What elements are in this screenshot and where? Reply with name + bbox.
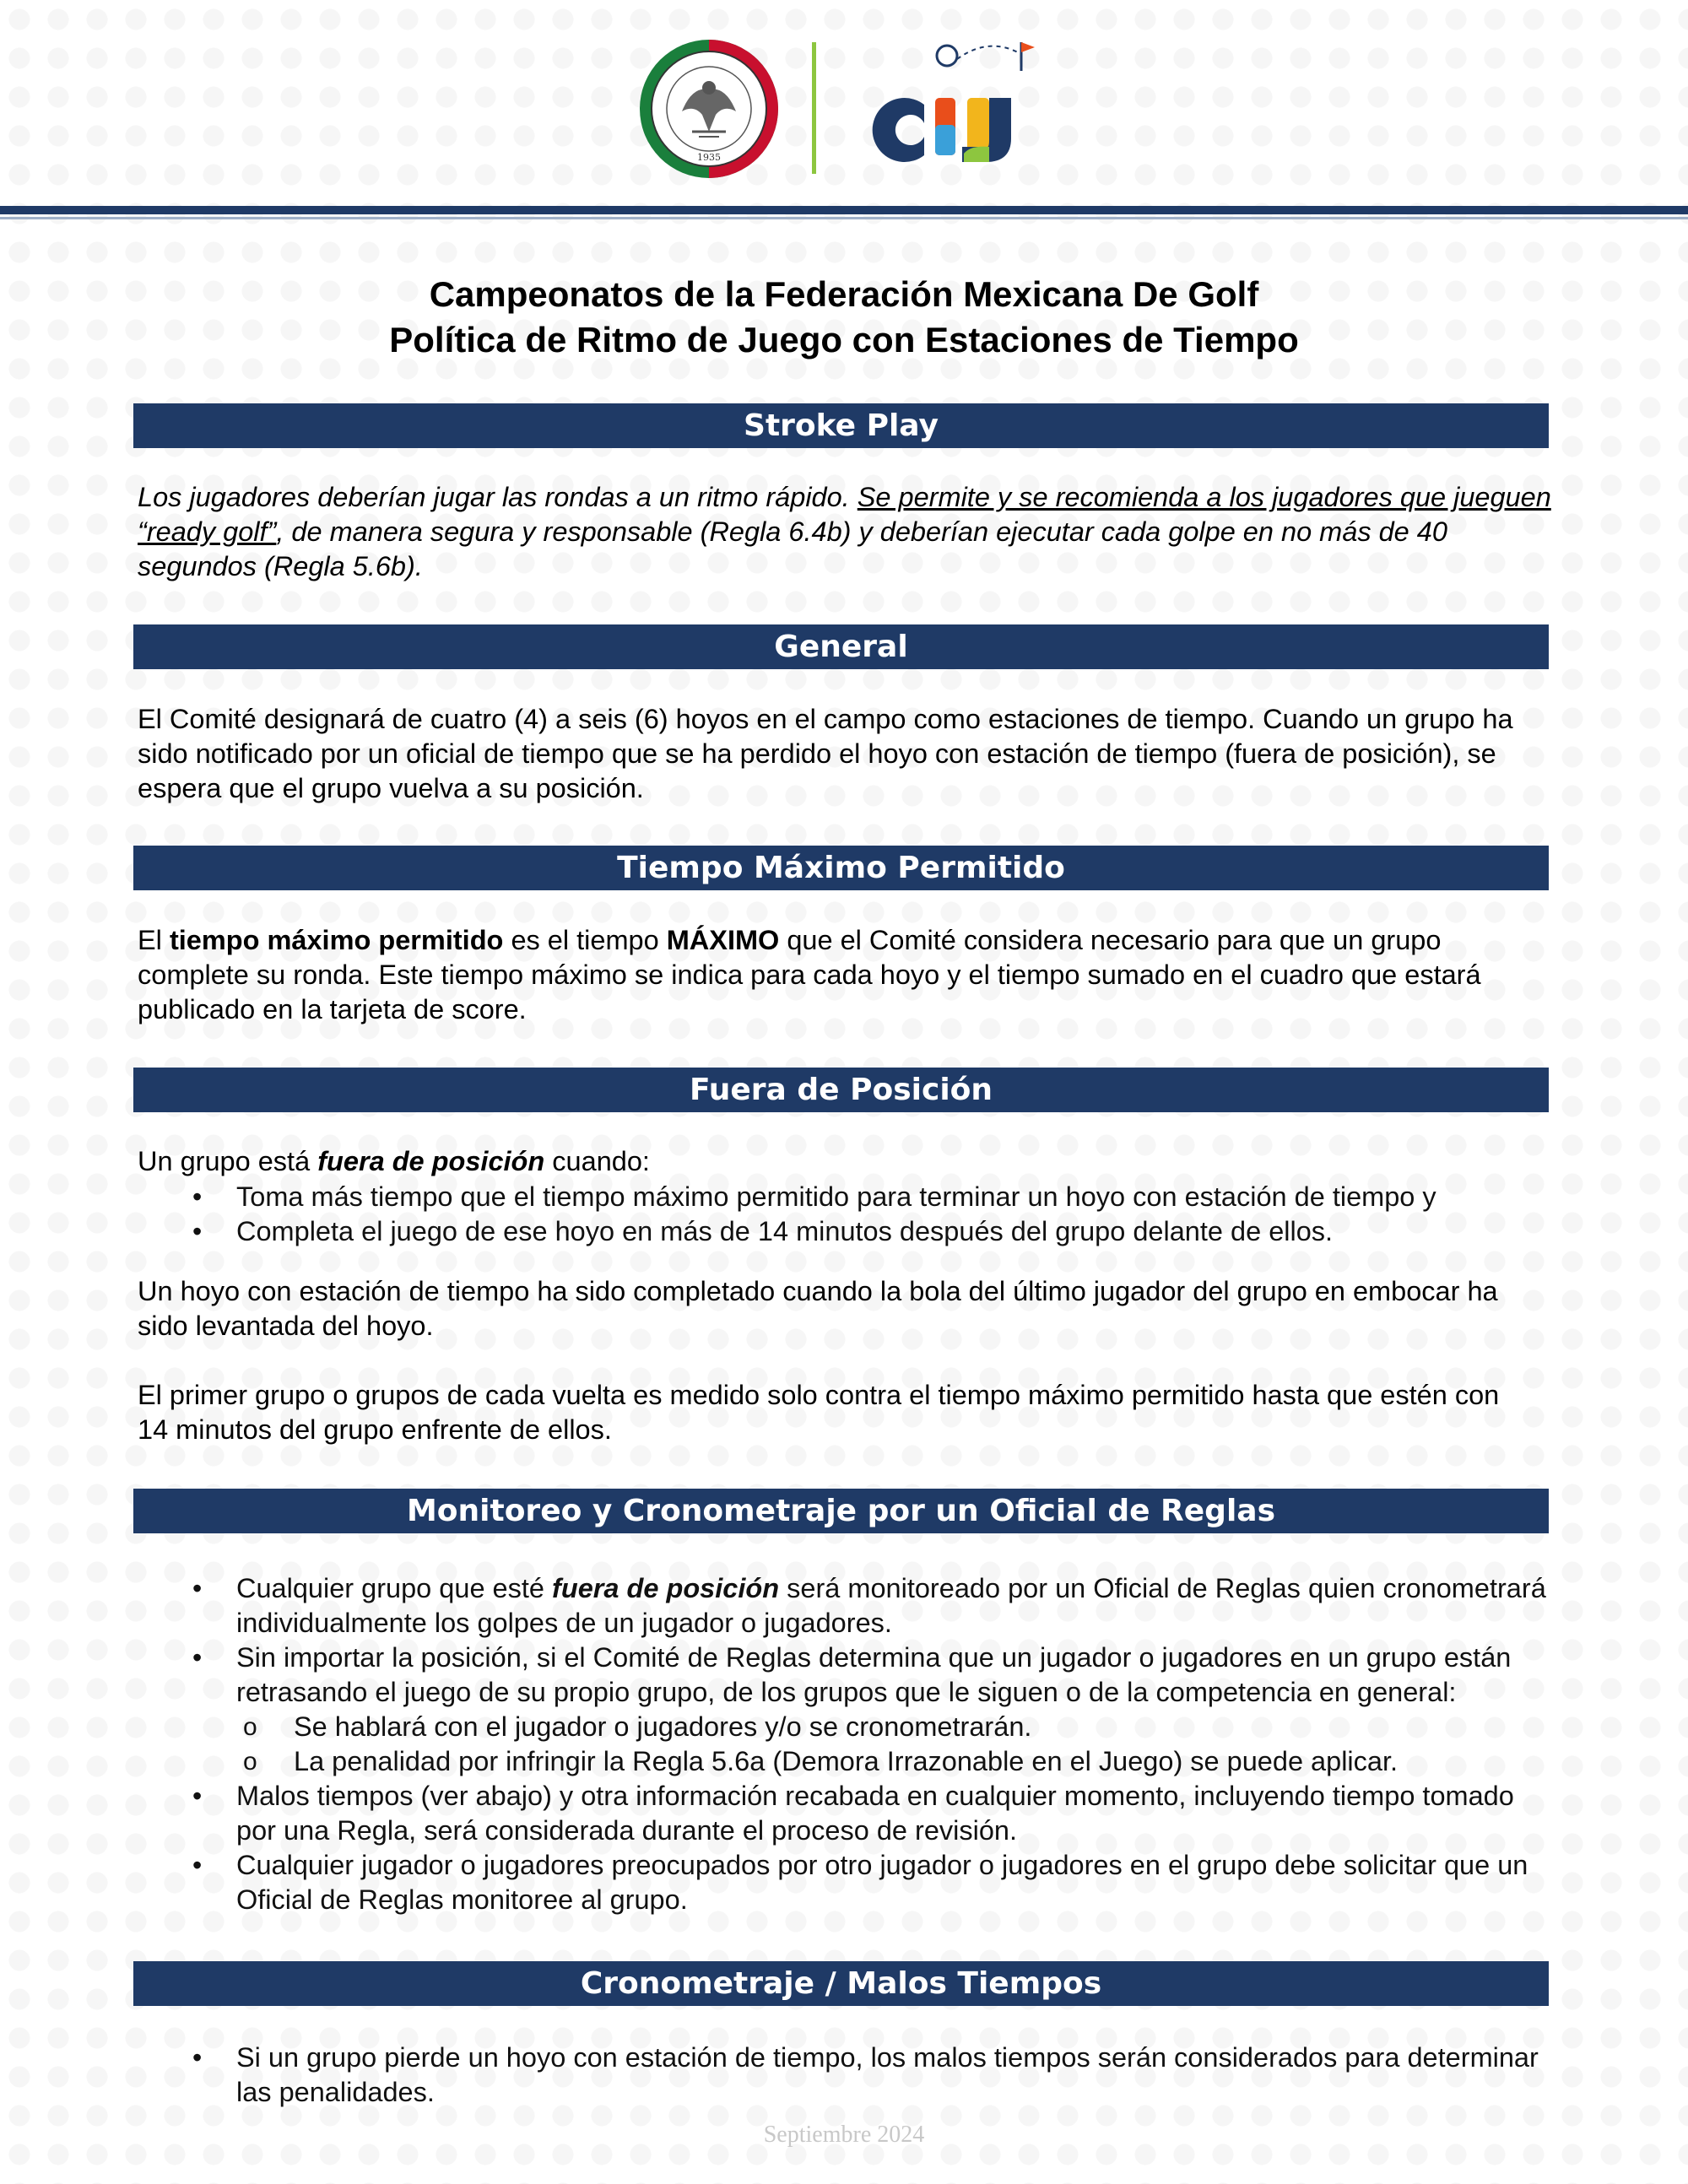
section-heading-fuera-posicion: Fuera de Posición: [133, 1068, 1549, 1112]
fuera-posicion-intro-c: cuando:: [544, 1146, 650, 1176]
list-item: [0, 1641, 1553, 1779]
stroke-play-text-a: Los jugadores deberían jugar las rondas a un ritmo rápido.: [138, 482, 858, 512]
fmg-seal-logo: [633, 37, 785, 181]
monitoreo-list: [0, 1571, 1688, 1917]
list-item: • Cualquier jugador o jugadores preocupados por otro jugador o jugadores en el grupo debe solicitar que un Oficial de Reglas monitoree al grupo.: [0, 1848, 1553, 1917]
monitoreo-b2: Sin importar la posición, si el Comité de Reglas determina que un jugador o jugadores en un grupo están retrasando el juego de su propio grupo, de los grupos que le siguen o de la competencia en general:: [236, 1642, 1512, 1707]
monitoreo-b1-c: será monitoreado por un Oficial de Reglas quien cronometrará individualmente los golpes de un jugador o jugadores.: [236, 1573, 1546, 1638]
tiempo-maximo-text-e: que el Comité considera necesario para que un grupo complete su ronda. Este tiempo máximo se indica para cada hoyo y el tiempo sumado en el cuadro que estará publicado en la tarjeta de score.: [138, 925, 1481, 1024]
section-heading-cronometraje: Cronometraje / Malos Tiempos: [133, 1961, 1549, 2006]
monitoreo-b1-a: Cualquier grupo que esté: [236, 1573, 553, 1603]
tiempo-maximo-text-a: El: [138, 925, 170, 955]
footer-date: Septiembre 2024: [763, 2122, 925, 2148]
fuera-posicion-intro-a: Un grupo está: [138, 1146, 318, 1176]
list-item: • Toma más tiempo que el tiempo máximo permitido para terminar un hoyo con estación de tiempo y: [0, 1180, 1553, 1214]
section-heading-tiempo-maximo: Tiempo Máximo Permitido: [133, 846, 1549, 890]
list-item: • Si un grupo pierde un hoyo con estación de tiempo, los malos tiempos serán considerados para determinar las penalidades.: [0, 2041, 1553, 2110]
header-rule-thin: [0, 217, 1688, 219]
fuera-posicion-paragraph-3: El primer grupo o grupos de cada vuelta es medido solo contra el tiempo máximo permitido hasta que estén con 14 minutos del grupo enfrente de ellos.: [138, 1380, 1500, 1445]
page-title: [0, 272, 1688, 363]
list-item: [0, 1571, 1553, 1641]
stroke-play-text-b: , de manera segura y responsable (Regla 6.4b) y deberían ejecutar cada golpe en no más de 40 segundos (Regla 5.6b).: [138, 516, 1447, 581]
section-heading-monitoreo: Monitoreo y Cronometraje por un Oficial de Reglas: [133, 1489, 1549, 1533]
fuera-posicion-list: [0, 1180, 1688, 1249]
section-heading-stroke-play: Stroke Play: [133, 403, 1549, 448]
general-paragraph: El Comité designará de cuatro (4) a seis (6) hoyos en el campo como estaciones de tiempo. Cuando un grupo ha sido notificado por un oficial de tiempo que se ha perdido el hoyo con estación de tiempo (fuera de posición), se espera que el grupo vuelva a su posición.: [138, 704, 1513, 803]
fuera-posicion-intro: [138, 1144, 1555, 1179]
title-line-2: Política de Ritmo de Juego con Estaciones de Tiempo: [389, 320, 1299, 359]
fuera-posicion-paragraph-2: Un hoyo con estación de tiempo ha sido completado cuando la bola del último jugador del grupo en embocar ha sido levantada del hoyo.: [138, 1276, 1498, 1341]
tiempo-maximo-term: tiempo máximo permitido: [169, 925, 504, 955]
header-logos: [0, 37, 1688, 181]
tiempo-maximo-paragraph: [138, 923, 1530, 1027]
title-line-1: Campeonatos de la Federación Mexicana De Golf: [429, 274, 1259, 314]
list-item: • Malos tiempos (ver abajo) y otra información recabada en cualquier momento, incluyendo tiempo tomado por una Regla, será considerada durante el proceso de revisión.: [0, 1779, 1553, 1848]
section-heading-general: General: [133, 624, 1549, 669]
sub-list-item: o Se hablará con el jugador o jugadores y/o se cronometrarán.: [236, 1710, 1553, 1744]
list-item: • Completa el juego de ese hoyo en más de 14 minutos después del grupo delante de ellos.: [0, 1214, 1553, 1249]
logo-divider: [812, 42, 816, 174]
monitoreo-b1-term: fuera de posición: [552, 1573, 780, 1603]
monitoreo-sublist: [236, 1710, 1553, 1779]
tiempo-maximo-text-c: es el tiempo: [503, 925, 667, 955]
stroke-play-paragraph: [138, 480, 1555, 584]
header-rule: [0, 206, 1688, 214]
fuera-posicion-term: fuera de posición: [317, 1146, 545, 1176]
stroke-play-text-underlined: Se permite y se recomienda a los jugadores que jueguen “ready golf”: [138, 482, 1551, 547]
cronometraje-list: [0, 2041, 1688, 2110]
cij-logo: [844, 37, 1038, 181]
tiempo-maximo-emphasis: MÁXIMO: [666, 925, 780, 955]
sub-list-item: o La penalidad por infringir la Regla 5.6a (Demora Irrazonable en el Juego) se puede aplicar.: [236, 1744, 1553, 1779]
seal-year: 1935: [697, 152, 721, 163]
